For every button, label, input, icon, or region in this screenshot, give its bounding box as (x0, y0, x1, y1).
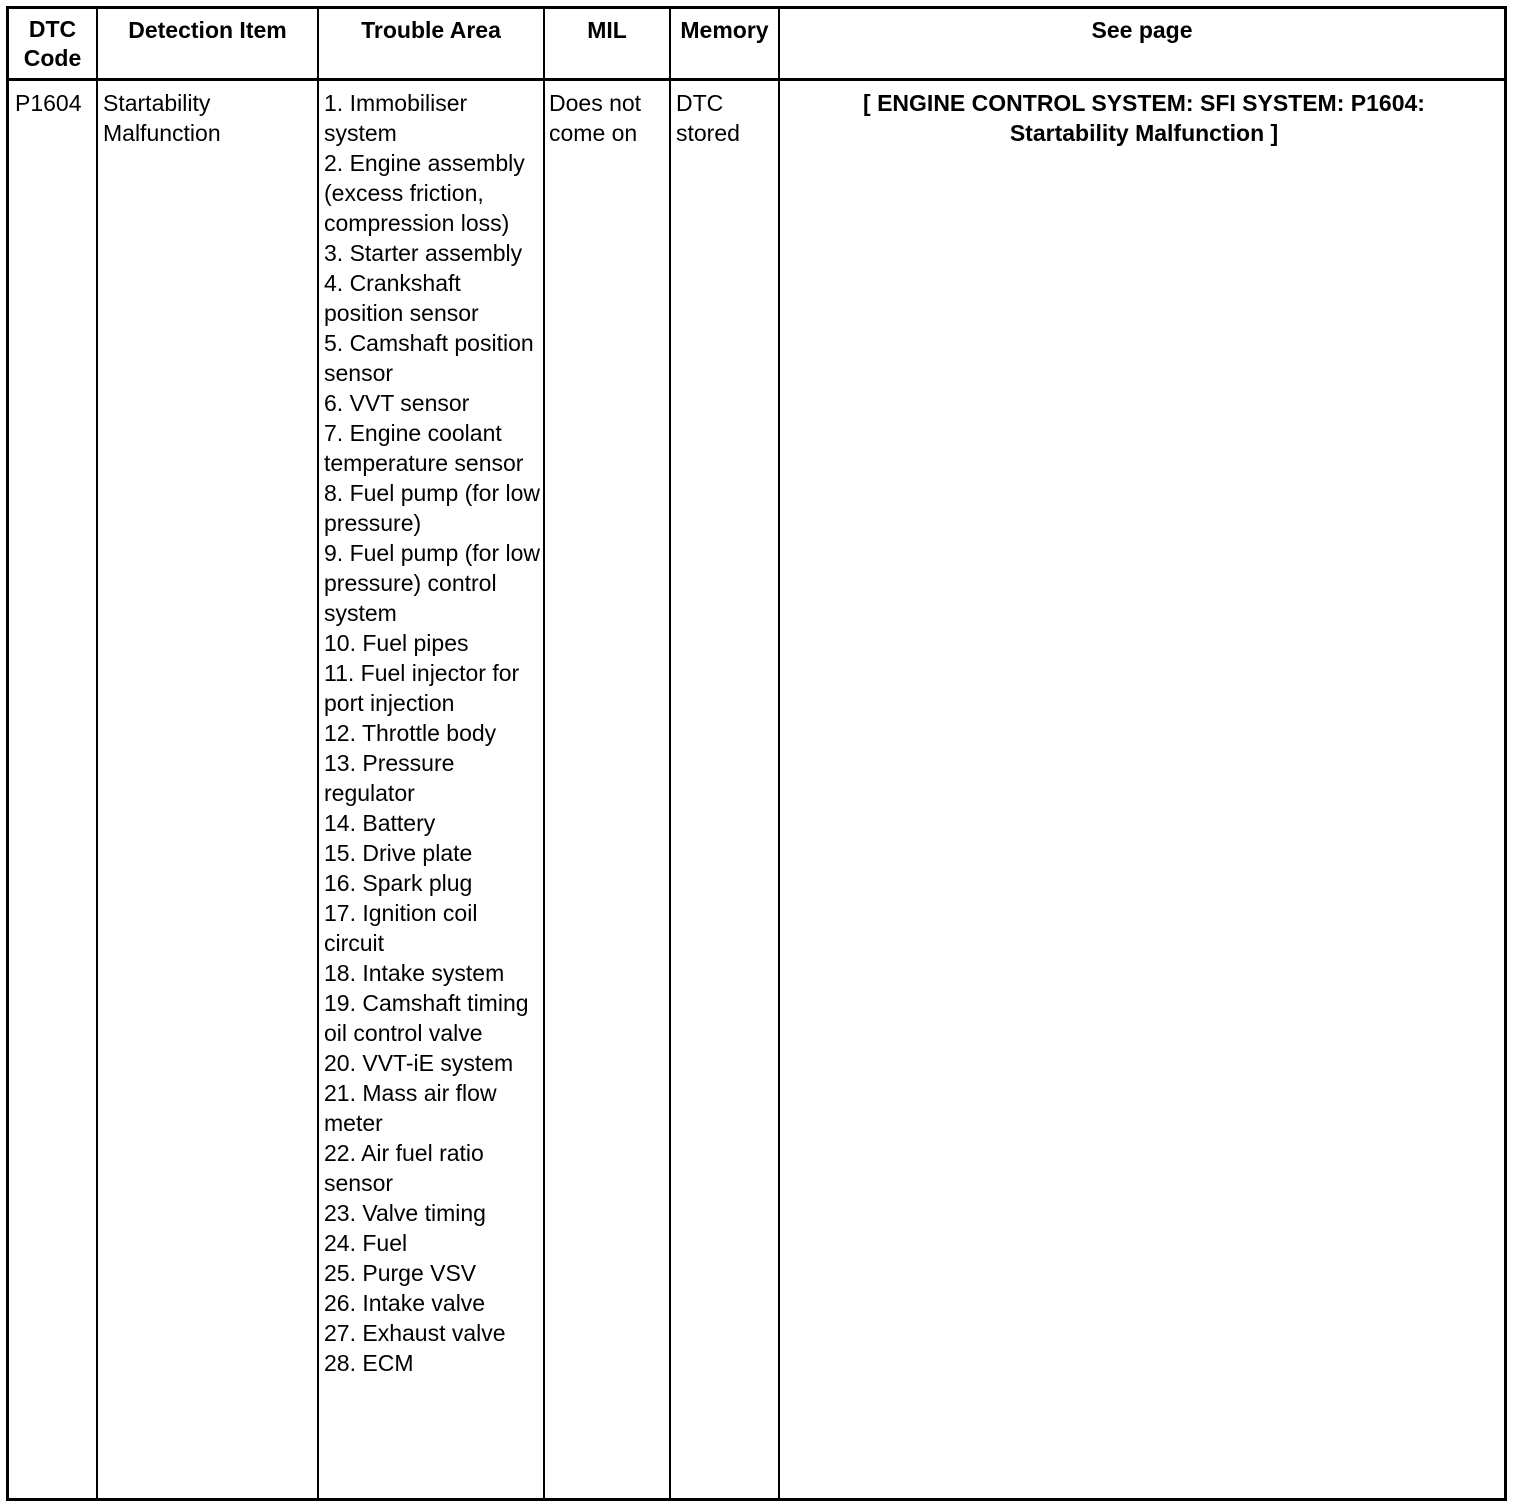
trouble-area-item: 25. Purge VSV (324, 1260, 477, 1286)
header-see-page: See page (1091, 17, 1193, 43)
trouble-area-item: 22. Air fuel ratio sensor (324, 1140, 484, 1196)
header-dtc-code: DTC Code (23, 16, 82, 71)
trouble-area-item: 15. Drive plate (324, 840, 473, 866)
trouble-area-item: 23. Valve timing (324, 1200, 486, 1226)
trouble-area-item: 21. Mass air flow meter (324, 1080, 497, 1136)
cell-detection-item: Startability Malfunction (103, 90, 221, 146)
header-trouble-area: Trouble Area (361, 17, 501, 43)
column-divider (778, 9, 780, 1498)
trouble-area-item: 9. Fuel pump (for low pressure) control system (324, 540, 541, 626)
trouble-area-item: 8. Fuel pump (for low pressure) (324, 480, 541, 536)
cell-mil: Does not come on (549, 90, 642, 146)
dtc-table (6, 6, 1507, 1501)
trouble-area-item: 6. VVT sensor (324, 390, 470, 416)
trouble-area-item: 26. Intake valve (324, 1290, 486, 1316)
trouble-area-list (324, 88, 542, 1378)
trouble-area-item: 18. Intake system (324, 960, 505, 986)
header-detection-item: Detection Item (128, 17, 287, 43)
trouble-area-item: 13. Pressure regulator (324, 750, 455, 806)
trouble-area-item: 12. Throttle body (324, 720, 497, 746)
see-page-link[interactable]: [ ENGINE CONTROL SYSTEM: SFI SYSTEM: P1604: Startability Malfunction ] (863, 90, 1425, 146)
trouble-area-item: 7. Engine coolant temperature sensor (324, 420, 524, 476)
trouble-area-item: 19. Camshaft timing oil control valve (324, 990, 529, 1046)
trouble-area-item: 20. VVT-iE system (324, 1050, 514, 1076)
trouble-area-item: 2. Engine assembly (excess friction, compression loss) (324, 150, 525, 236)
trouble-area-item: 4. Crankshaft position sensor (324, 270, 479, 326)
column-divider (317, 9, 319, 1498)
trouble-area-item: 14. Battery (324, 810, 436, 836)
column-divider (96, 9, 98, 1498)
header-mil: MIL (587, 17, 627, 43)
trouble-area-item: 27. Exhaust valve (324, 1320, 506, 1346)
trouble-area-item: 3. Starter assembly (324, 240, 523, 266)
column-divider (543, 9, 545, 1498)
cell-memory: DTC stored (676, 90, 740, 146)
header-divider (9, 78, 1504, 81)
trouble-area-item: 17. Ignition coil circuit (324, 900, 478, 956)
trouble-area-item: 11. Fuel injector for port injection (324, 660, 520, 716)
trouble-area-item: 24. Fuel (324, 1230, 408, 1256)
header-memory: Memory (680, 17, 769, 43)
trouble-area-item: 16. Spark plug (324, 870, 473, 896)
trouble-area-item: 28. ECM (324, 1350, 414, 1376)
column-divider (669, 9, 671, 1498)
trouble-area-item: 5. Camshaft position sensor (324, 330, 534, 386)
trouble-area-item: 10. Fuel pipes (324, 630, 469, 656)
trouble-area-item: 1. Immobiliser system (324, 90, 468, 146)
cell-dtc-code: P1604 (15, 90, 82, 116)
